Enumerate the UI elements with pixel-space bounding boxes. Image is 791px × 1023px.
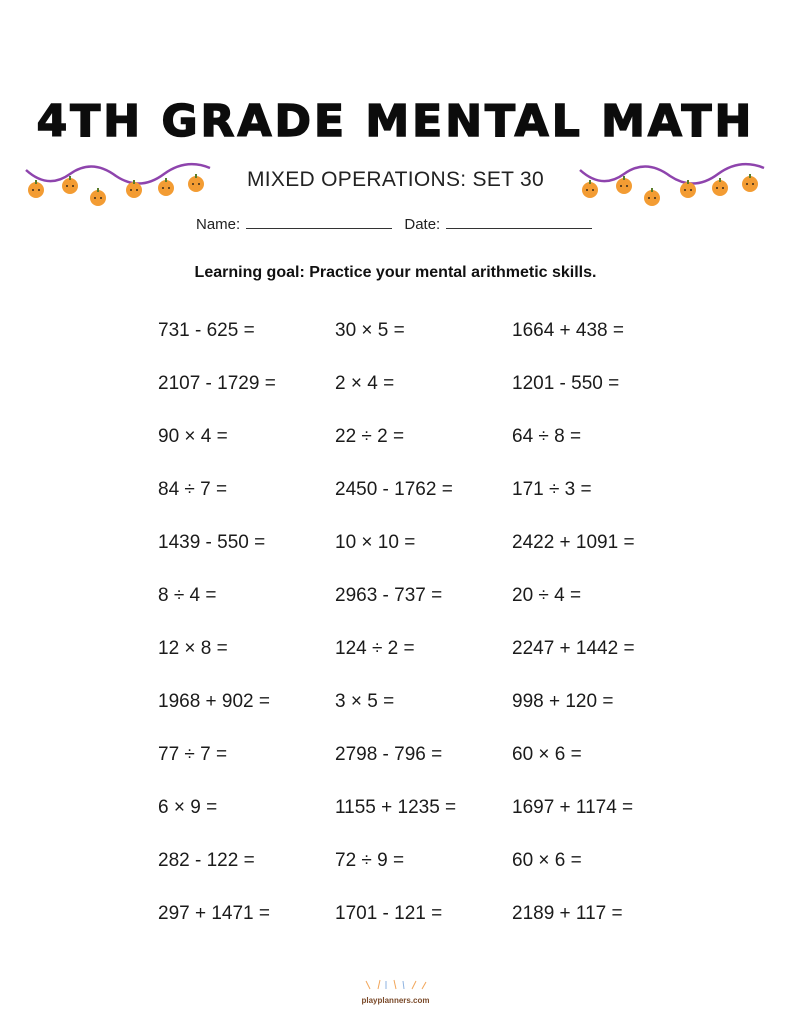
math-problem: 171 ÷ 3 = bbox=[512, 479, 592, 500]
math-problem: 1697 + 1174 = bbox=[512, 797, 634, 818]
math-problem: 1155 + 1235 = bbox=[335, 797, 457, 818]
math-problem: 1968 + 902 = bbox=[158, 691, 270, 712]
math-problem: 124 ÷ 2 = bbox=[335, 638, 415, 659]
name-date-row bbox=[196, 216, 600, 233]
math-problem: 77 ÷ 7 = bbox=[158, 744, 228, 765]
math-problem: 2798 - 796 = bbox=[335, 744, 443, 765]
math-problem: 2247 + 1442 = bbox=[512, 638, 635, 659]
math-problem: 60 × 6 = bbox=[512, 850, 582, 871]
math-problem: 10 × 10 = bbox=[335, 532, 416, 553]
pumpkin-garland-right-icon bbox=[578, 160, 768, 210]
date-field[interactable] bbox=[446, 216, 592, 229]
math-problem: 30 × 5 = bbox=[335, 320, 405, 341]
math-problem: 2450 - 1762 = bbox=[335, 479, 453, 500]
math-problem: 22 ÷ 2 = bbox=[335, 426, 405, 447]
math-problem: 731 - 625 = bbox=[158, 320, 255, 341]
footer-logo-text: playplanners.com bbox=[361, 996, 430, 1005]
math-problem: 2107 - 1729 = bbox=[158, 373, 276, 394]
math-problem: 20 ÷ 4 = bbox=[512, 585, 582, 606]
date-label: Date: bbox=[404, 216, 441, 233]
math-problem: 1664 + 438 = bbox=[512, 320, 624, 341]
math-problem: 6 × 9 = bbox=[158, 797, 218, 818]
math-problem: 60 × 6 = bbox=[512, 744, 582, 765]
math-problem: 998 + 120 = bbox=[512, 691, 614, 712]
math-problem: 90 × 4 = bbox=[158, 426, 228, 447]
math-problem: 282 - 122 = bbox=[158, 850, 255, 871]
footer bbox=[0, 978, 791, 1005]
worksheet-subtitle: MIXED OPERATIONS: SET 30 bbox=[247, 168, 544, 191]
math-problem: 1439 - 550 = bbox=[158, 532, 266, 553]
math-problem: 1201 - 550 = bbox=[512, 373, 620, 394]
learning-goal: Learning goal: Practice your mental arithmetic skills. bbox=[194, 264, 597, 281]
math-problem: 2189 + 117 = bbox=[512, 903, 623, 924]
math-problem: 64 ÷ 8 = bbox=[512, 426, 582, 447]
math-problem: 2 × 4 = bbox=[335, 373, 395, 394]
math-problem: 2963 - 737 = bbox=[335, 585, 443, 606]
math-problem: 297 + 1471 = bbox=[158, 903, 270, 924]
math-problem: 84 ÷ 7 = bbox=[158, 479, 228, 500]
math-problem: 72 ÷ 9 = bbox=[335, 850, 405, 871]
name-field[interactable] bbox=[246, 216, 392, 229]
problem-grid bbox=[158, 318, 678, 954]
math-problem: 2422 + 1091 = bbox=[512, 532, 635, 553]
page-title: 4TH GRADE MENTAL MATH bbox=[36, 96, 755, 147]
math-problem: 3 × 5 = bbox=[335, 691, 395, 712]
math-problem: 8 ÷ 4 = bbox=[158, 585, 217, 606]
math-problem: 12 × 8 = bbox=[158, 638, 228, 659]
playplanners-logo-icon bbox=[356, 979, 436, 991]
math-problem: 1701 - 121 = bbox=[335, 903, 443, 924]
name-label: Name: bbox=[196, 216, 241, 233]
